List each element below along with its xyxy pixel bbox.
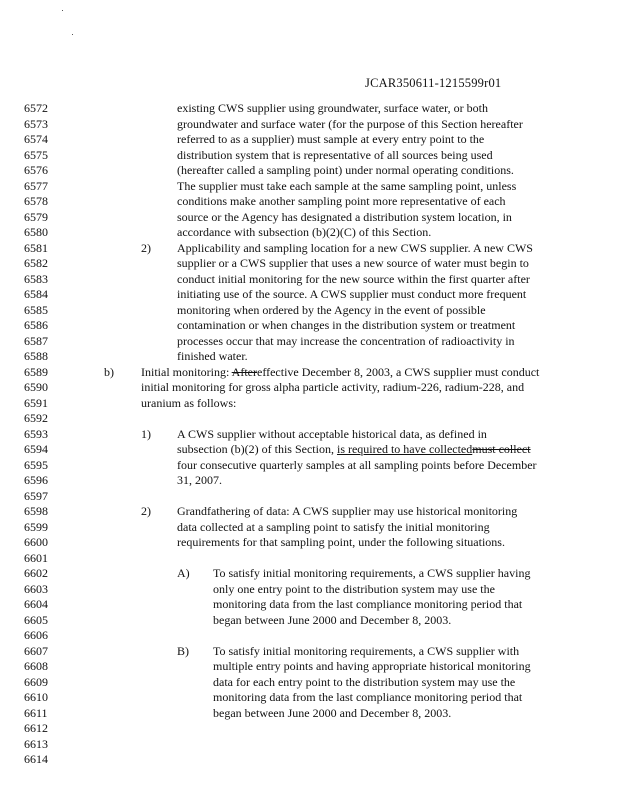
text-line: initial monitoring for gross alpha particle activity, radium-226, radium-228, and [141, 380, 525, 394]
line-number: 6585 [24, 302, 48, 317]
scan-speck [72, 34, 73, 35]
line-number: 6589 [24, 364, 48, 379]
line-number: 6590 [24, 380, 48, 394]
text-line: uranium as follows: [141, 395, 237, 410]
struck-text: After [231, 364, 257, 379]
text-line: To satisfy initial monitoring requirements, a CWS supplier having [213, 566, 531, 580]
text-line: monitoring when ordered by the Agency in the event of possible [177, 302, 486, 317]
line-number: 6586 [24, 318, 48, 332]
text-line: conditions make another sampling point more representative of each [177, 194, 506, 208]
line-number: 6595 [24, 457, 48, 472]
line-number: 6607 [24, 643, 48, 658]
line-number: 6587 [24, 333, 48, 348]
text-line: data for each entry point to the distribution system may use the [213, 674, 516, 689]
text-line: monitoring data from the last compliance monitoring period that [213, 690, 523, 704]
line-number: 6577 [24, 178, 48, 193]
line-number: 6598 [24, 504, 48, 518]
text-line: monitoring data from the last compliance monitoring period that [213, 597, 523, 611]
text-line: groundwater and surface water (for the purpose of this Section hereafter [177, 116, 523, 131]
line-number: 6603 [24, 581, 48, 596]
text-span: subsection (b)(2) of this Section, [177, 442, 337, 456]
list-marker: A) [177, 566, 190, 580]
list-marker: b) [104, 364, 114, 379]
line-number: 6588 [24, 349, 48, 363]
text-line: finished water. [177, 349, 248, 363]
text-line: requirements for that sampling point, under the following situations. [177, 535, 505, 549]
document-id-header: JCAR350611-1215599r01 [365, 76, 502, 90]
line-number: 6600 [24, 535, 48, 549]
text-line [141, 365, 539, 381]
line-number: 6576 [24, 163, 48, 177]
line-number: 6612 [24, 721, 48, 735]
text-line: processes occur that may increase the concentration of radioactivity in [177, 333, 515, 348]
text-line: (hereafter called a sampling point) under normal operating conditions. [177, 163, 514, 177]
text-line: source or the Agency has designated a distribution system location, in [177, 209, 512, 224]
text-line: referred to as a supplier) must sample at every entry point to the [177, 132, 485, 146]
text-line: began between June 2000 and December 8, 2003. [213, 612, 452, 627]
text-line: data collected at a sampling point to satisfy the initial monitoring [177, 519, 490, 534]
line-number: 6592 [24, 411, 48, 425]
line-number: 6582 [24, 256, 48, 270]
list-marker: B) [177, 643, 189, 658]
struck-text: must collect [472, 442, 531, 456]
line-number: 6575 [24, 147, 48, 162]
scan-speck [62, 10, 63, 11]
line-number: 6606 [24, 628, 48, 642]
line-number: 6594 [24, 442, 48, 456]
text-line: accordance with subsection (b)(2)(C) of this Section. [177, 225, 432, 239]
text-span: effective December 8, 2003, a CWS supplier must conduct [257, 364, 540, 379]
line-number: 6608 [24, 659, 48, 673]
line-number: 6591 [24, 395, 48, 410]
text-line: began between June 2000 and December 8, 2003. [213, 705, 452, 720]
line-number: 6609 [24, 674, 48, 689]
text-line: Grandfathering of data: A CWS supplier may use historical monitoring [177, 504, 518, 518]
line-number: 6597 [24, 488, 48, 503]
text-line: distribution system that is representative of all sources being used [177, 147, 493, 162]
line-number: 6583 [24, 271, 48, 286]
line-number: 6573 [24, 116, 48, 131]
text-span: Initial monitoring: [141, 364, 232, 379]
line-number: 6581 [24, 240, 48, 255]
line-number: 6596 [24, 473, 48, 487]
line-number: 6601 [24, 550, 48, 565]
underlined-text: is required to have collected [336, 442, 473, 456]
line-number: 6580 [24, 225, 48, 239]
line-number: 6593 [24, 426, 48, 441]
line-number: 6613 [24, 736, 48, 751]
line-number: 6572 [24, 101, 48, 115]
line-number: 6602 [24, 566, 48, 580]
text-line: A CWS supplier without acceptable historical data, as defined in [177, 426, 487, 441]
text-line: four consecutive quarterly samples at all sampling points before December [177, 457, 537, 472]
line-number: 6579 [24, 209, 48, 224]
line-number: 6614 [24, 752, 48, 766]
text-line: initiating use of the source. A CWS supplier must conduct more frequent [177, 287, 527, 301]
text-line: only one entry point to the distribution system may use the [213, 581, 495, 596]
text-line: existing CWS supplier using groundwater, surface water, or both [177, 101, 488, 115]
list-marker: 2) [141, 504, 151, 518]
list-marker: 2) [141, 240, 151, 255]
text-line: Applicability and sampling location for a new CWS supplier. A new CWS [177, 240, 533, 255]
text-line: contamination or when changes in the distribution system or treatment [177, 318, 516, 332]
line-number: 6578 [24, 194, 48, 208]
list-marker: 1) [141, 426, 151, 441]
line-number: 6610 [24, 690, 48, 704]
text-line: 31, 2007. [177, 473, 222, 487]
text-line: conduct initial monitoring for the new source within the first quarter after [177, 271, 530, 286]
line-number: 6584 [24, 287, 48, 301]
text-line: To satisfy initial monitoring requirements, a CWS supplier with [213, 643, 520, 658]
text-line: supplier or a CWS supplier that uses a new source of water must begin to [177, 256, 529, 270]
line-number: 6574 [24, 132, 48, 146]
text-line: multiple entry points and having appropriate historical monitoring [213, 659, 531, 673]
text-line: The supplier must take each sample at the same sampling point, unless [177, 178, 517, 193]
line-number: 6605 [24, 612, 48, 627]
line-number: 6604 [24, 597, 48, 611]
line-number: 6599 [24, 519, 48, 534]
line-number: 6611 [24, 705, 48, 720]
text-line [177, 442, 531, 458]
